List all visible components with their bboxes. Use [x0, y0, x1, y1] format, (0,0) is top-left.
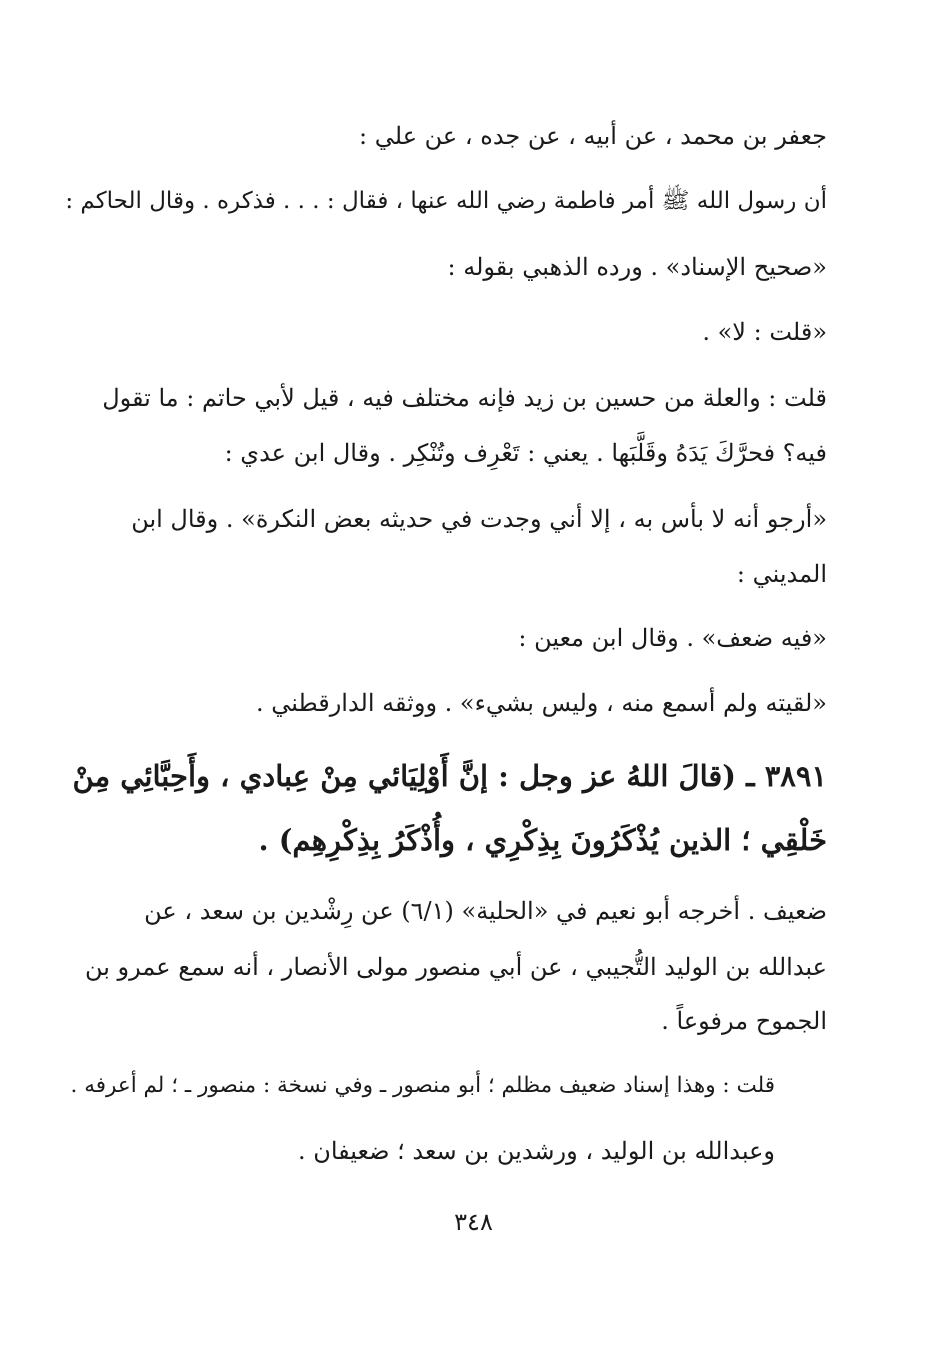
text-line-8: المديني : — [736, 560, 827, 588]
text-line-10: «لقيته ولم أسمع منه ، وليس بشيء» . ووثقه الدارقطني . — [256, 689, 827, 717]
text-line-6: فيه؟ فحرَّكَ يَدَهُ وقَلَّبَها . يعني : تَعْرِف وتُنْكِر . وقال ابن عدي : — [224, 439, 827, 467]
hadith-heading-line-2: خَلْقِي ؛ الذين يُذْكَرُونَ بِذِكْرِي ، وأُذْكَرُ بِذِكْرِهِم) . — [258, 823, 827, 857]
text-line-9: «فيه ضعف» . وقال ابن معين : — [518, 624, 827, 652]
page-number: ٣٤٨ — [454, 1208, 493, 1236]
hadith-heading-line-1: ٣٨٩١ ـ (قالَ اللهُ عز وجل : إنَّ أَوْلِيَائي مِنْ عِبادي ، وأَحِبَّائِي مِنْ — [72, 759, 827, 793]
text-line-4: «قلت : لا» . — [702, 318, 827, 346]
takhrij-line-3: الجموح مرفوعاً . — [661, 1007, 827, 1035]
takhrij-line-2: عبدالله بن الوليد التُّجيبي ، عن أبي منصور مولى الأنصار ، أنه سمع عمرو بن — [84, 953, 827, 981]
takhrij-line-1: ضعيف . أخرجه أبو نعيم في «الحلية» (٦/١) عن رِشْدين بن سعد ، عن — [144, 897, 827, 925]
text-line-3: «صحيح الإسناد» . ورده الذهبي بقوله : — [447, 253, 827, 281]
note-line-1: قلت : وهذا إسناد ضعيف مظلم ؛ أبو منصور ـ وفي نسخة : منصور ـ ؛ لم أعرفه . — [70, 1073, 775, 1098]
text-line-2: أن رسول الله ﷺ أمر فاطمة رضي الله عنها ، فقال : . . . فذكره . وقال الحاكم : — [65, 188, 827, 214]
text-line-7: «أرجو أنه لا بأس به ، إلا أني وجدت في حديثه بعض النكرة» . وقال ابن — [131, 505, 827, 533]
note-line-2: وعبدالله بن الوليد ، ورشدين بن سعد ؛ ضعيفان . — [297, 1137, 775, 1165]
text-line-1: جعفر بن محمد ، عن أبيه ، عن جده ، عن علي : — [359, 122, 827, 150]
text-line-5: قلت : والعلة من حسين بن زيد فإنه مختلف فيه ، قيل لأبي حاتم : ما تقول — [102, 384, 827, 412]
